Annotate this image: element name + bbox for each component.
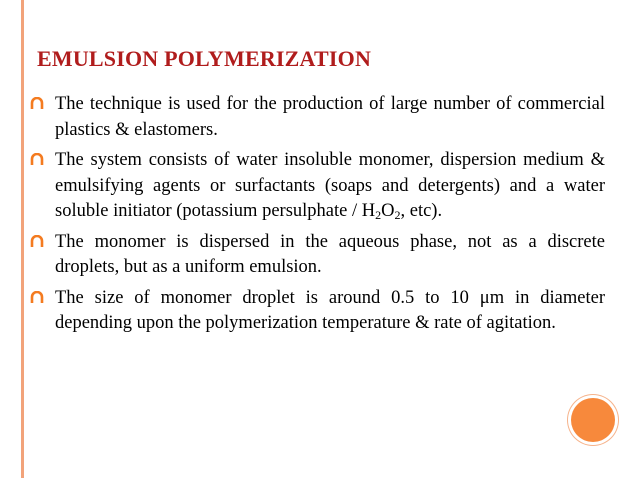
bullet-text-part: O [381, 201, 395, 221]
bullet-item [30, 286, 605, 337]
subscript: 2 [375, 208, 382, 222]
ring-bullet-icon [30, 235, 44, 249]
bullet-item [30, 92, 605, 143]
bullet-text-part: , etc). [400, 201, 443, 221]
bullet-text: The technique is used for the production of large number of commercial plastics & elastomers. [55, 94, 605, 140]
ring-bullet-icon [30, 97, 44, 111]
bullet-text: The monomer is dispersed in the aqueous phase, not as a discrete droplets, but as a uniform emulsion. [55, 231, 605, 277]
accent-bar [21, 0, 24, 478]
decorative-circle [571, 398, 615, 442]
bullet-list [30, 92, 605, 342]
bullet-text [55, 148, 605, 225]
bullet-item [30, 148, 605, 225]
bullet-item [30, 230, 605, 281]
ring-bullet-icon [30, 153, 44, 167]
subscript: 2 [394, 208, 401, 222]
bullet-text: The size of monomer droplet is around 0.5 to 10 μm in diameter depending upon the polymerization temperature & rate of agitation. [55, 287, 605, 333]
slide-title: EMULSION POLYMERIZATION [37, 46, 372, 71]
ring-bullet-icon [30, 291, 44, 305]
bullet-text-part: The system consists of water insoluble monomer, dispersion medium & emulsifying agents or surfactants (soaps and detergents) and a water soluble initiator (potassium persulphate / H [55, 150, 605, 221]
